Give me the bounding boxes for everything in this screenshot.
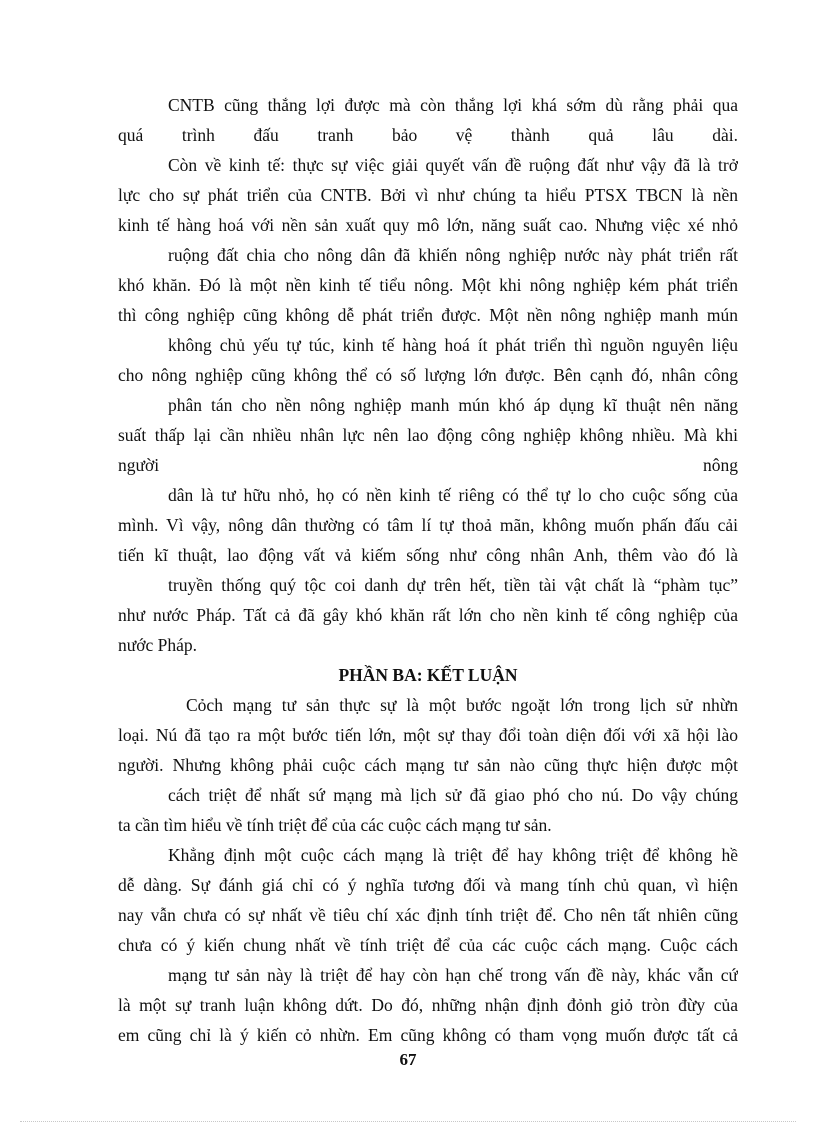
footer-divider: [20, 1121, 796, 1122]
text-line: lực cho sự phát triển của CNTB. Bởi vì như chúng ta hiểu PTSX TBCN là nền: [118, 185, 738, 205]
text-line: Khẳng định một cuộc cách mạng là triệt để hay không triệt để không hề: [168, 845, 738, 865]
text-line: em cũng chỉ là ý kiến cỏ nhừn. Em cũng không có tham vọng muốn được tất cả: [118, 1025, 738, 1045]
text-line: nay vẫn chưa có sự nhất về tiêu chí xác định tính triệt để. Cho nên tất nhiên cũng: [118, 905, 738, 925]
text-line: ta cần tìm hiểu về tính triệt để của các cuộc cách mạng tư sản.: [118, 815, 552, 835]
text-line: như nước Pháp. Tất cả đã gây khó khăn rất lớn cho nền kinh tế công nghiệp của: [118, 605, 738, 625]
body-text: [118, 90, 738, 1050]
text-line: suất thấp lại cần nhiều nhân lực nên lao động công nghiệp không nhiều. Mà khi: [118, 425, 738, 445]
text-line: phân tán cho nền nông nghiệp manh mún khó áp dụng kĩ thuật nên năng: [168, 395, 738, 415]
text-line: tiến kĩ thuật, lao động vất vả kiếm sống như công nhân Anh, thêm vào đó là: [118, 545, 738, 565]
page-number: 67: [399, 1050, 417, 1069]
text-line: cho nông nghiệp cũng không thể có số lượng lớn được. Bên cạnh đó, nhân công: [118, 365, 738, 385]
text-line: là một sự tranh luận không dứt. Do đó, những nhận định đỏnh giỏ tròn đừy của: [118, 995, 738, 1015]
text-line: Cỏch mạng tư sản thực sự là một bước ngoặt lớn trong lịch sử nhừn: [186, 695, 738, 715]
text-line: dễ dàng. Sự đánh giá chỉ có ý nghĩa tương đối và mang tính chủ quan, vì hiện: [118, 875, 738, 895]
text-line: Còn về kinh tế: thực sự việc giải quyết vấn đề ruộng đất như vậy đã là trở: [168, 155, 738, 175]
text-line: truyền thống quý tộc coi danh dự trên hết, tiền tài vật chất là “phàm tục”: [168, 575, 738, 595]
text-line: CNTB cũng thắng lợi được mà còn thắng lợi khá sớm dù rằng phải qua: [168, 95, 738, 115]
text-line: dân là tư hữu nhỏ, họ có nền kinh tế riêng có thể tự lo cho cuộc sống của: [168, 485, 738, 505]
text-line: quá trình đấu tranh bảo vệ thành quả lâu dài.: [118, 125, 738, 145]
text-line: mình. Vì vậy, nông dân thường có tâm lí tự thoả mãn, không muốn phấn đấu cải: [118, 515, 738, 535]
text-line: nước Pháp.: [118, 635, 198, 655]
text-line: cách triệt để nhất sứ mạng mà lịch sử đã giao phó cho nú. Do vậy chúng: [168, 785, 738, 805]
text-line: loại. Nú đã tạo ra một bước tiến lớn, một sự thay đổi toàn diện đối với xã hội lào: [118, 725, 738, 745]
text-line: mạng tư sản này là triệt để hay còn hạn chế trong vấn đề này, khác vẫn cứ: [168, 965, 738, 985]
section-heading: PHẦN BA: KẾT LUẬN: [338, 665, 518, 685]
text-line: người. Nhưng không phải cuộc cách mạng tư sản nào cũng thực hiện được một: [118, 755, 738, 775]
text-line: chưa có ý kiến chung nhất về tính triệt để của các cuộc cách mạng. Cuộc cách: [118, 935, 738, 955]
text-line: không chủ yếu tự túc, kinh tế hàng hoá ít phát triển thì nguồn nguyên liệu: [168, 335, 738, 355]
text-line: kinh tế hàng hoá với nền sản xuất quy mô lớn, năng suất cao. Nhưng việc xé nhỏ: [118, 215, 738, 235]
text-line: ruộng đất chia cho nông dân đã khiến nông nghiệp nước này phát triển rất: [168, 245, 738, 265]
text-line: thì công nghiệp cũng không dễ phát triển được. Một nền nông nghiệp manh mún: [118, 305, 738, 325]
text-line: khó khăn. Đó là một nền kinh tế tiểu nông. Một khi nông nghiệp kém phát triển: [118, 275, 738, 295]
text-line: người nông: [118, 455, 738, 475]
